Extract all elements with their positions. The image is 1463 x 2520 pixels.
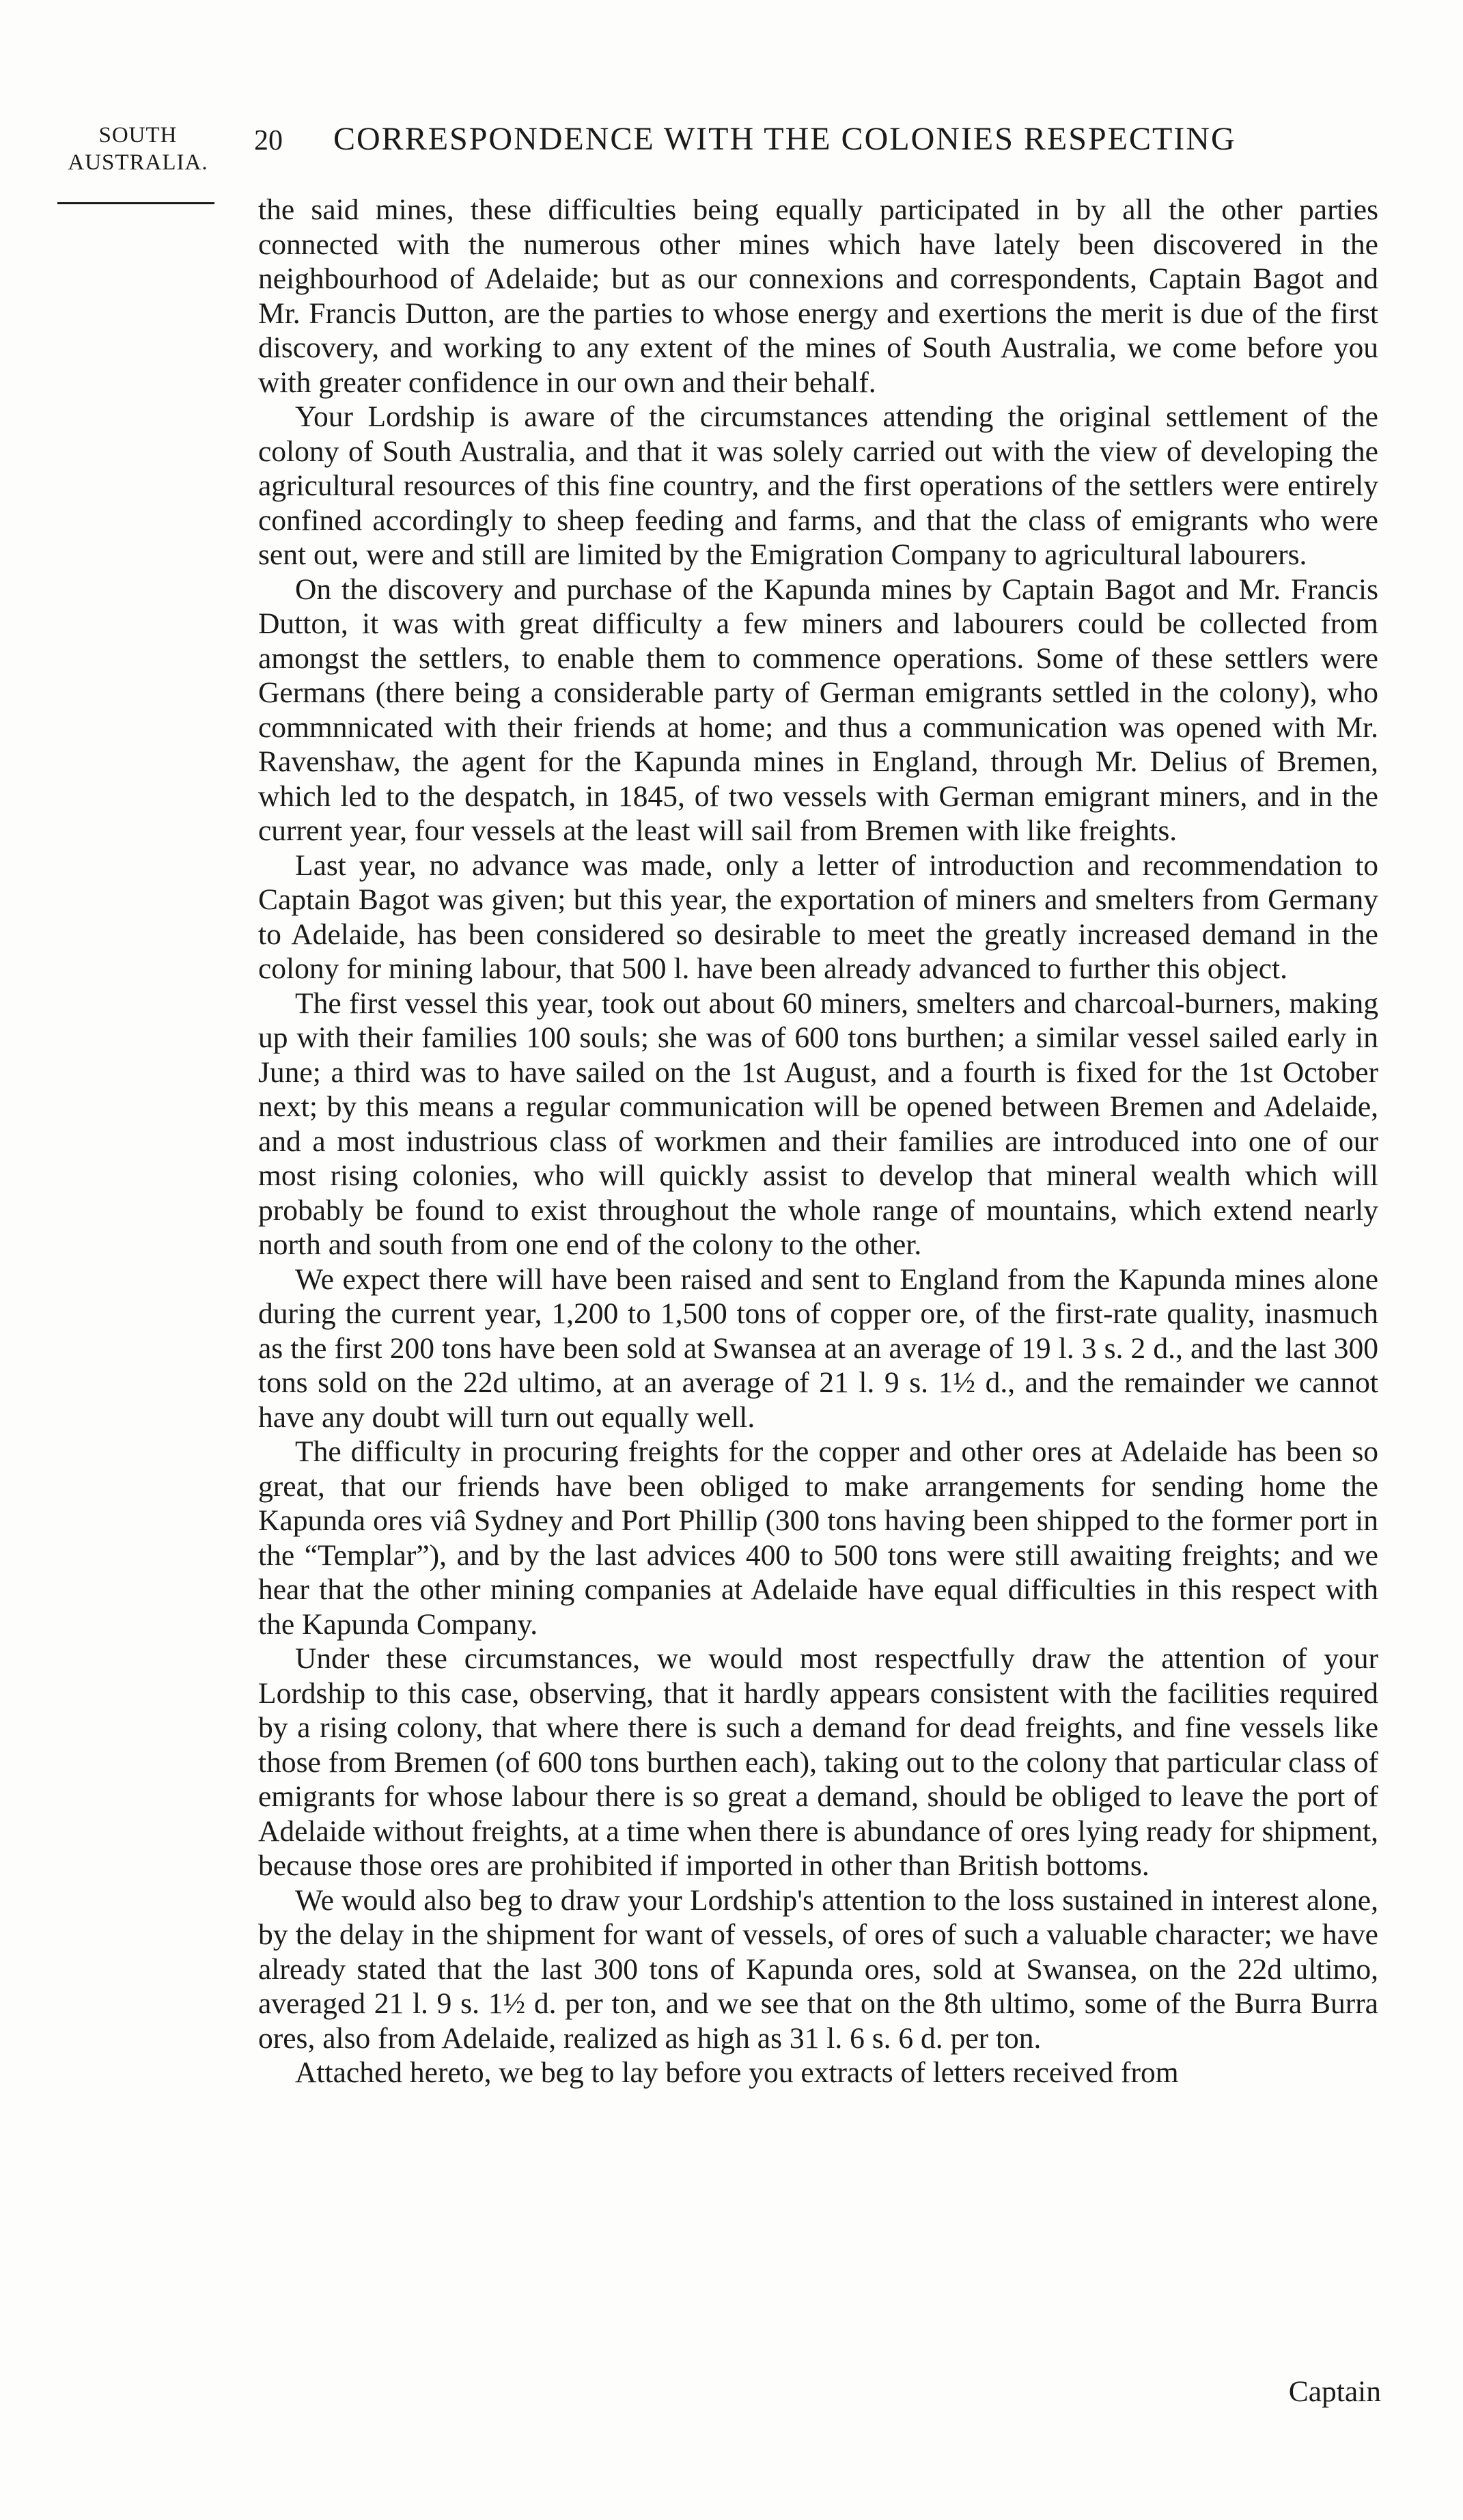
page-number: 20	[254, 125, 283, 156]
paragraph-9: We would also beg to draw your Lordship's attention to the loss sustained in interest alone, by the delay in the shipment for want of vessels, of ores of such a valuable character; we have already stated that the last 300 tons of Kapunda ores, sold at Swansea, on the 22d ultimo, averaged 21 l. 9 s. 1½ d. per ton, and we see that on the 8th ultimo, some of the Burra Burra ores, also from Adelaide, realized as high as 31 l. 6 s. 6 d. per ton.	[258, 1883, 1378, 2055]
paragraph-10: Attached hereto, we beg to lay before you extracts of letters received from	[295, 2056, 1179, 2089]
paragraph-6: We expect there will have been raised and sent to England from the Kapunda mines alone during the current year, 1,200 to 1,500 tons of copper ore, of the first-rate quality, inasmuch as the first 200 tons have been sold at Swansea at an average of 19 l. 3 s. 2 d., and the last 300 tons sold on the 22d ultimo, at an average of 21 l. 9 s. 1½ d., and the remainder we cannot have any doubt will turn out equally well.	[258, 1262, 1378, 1434]
catchword: Captain	[1288, 2375, 1381, 2408]
paragraph-8: Under these circumstances, we would most respectfully draw the attention of your Lordship to this case, observing, that it hardly appears consistent with the facilities required by a rising colony, that where there is such a demand for dead freights, and fine vessels like those from Bremen (of 600 tons burthen each), taking out to the colony that particular class of emigrants for whose labour there is so great a demand, should be obliged to leave the port of Adelaide without freights, at a time when there is abundance of ores lying ready for shipment, because those ores are prohibited if imported in other than British bottoms.	[258, 1642, 1378, 1882]
running-head: CORRESPONDENCE WITH THE COLONIES RESPECTING	[333, 121, 1236, 157]
margin-rule	[57, 202, 214, 204]
paragraph-4: Last year, no advance was made, only a letter of introduction and recommendation to Captain Bagot was given; but this year, the exportation of miners and smelters from Germany to Adelaide, has been considered so desirable to meet the greatly increased demand in the colony for mining labour, that 500 l. have been already advanced to further this object.	[258, 848, 1378, 985]
paragraph-5: The first vessel this year, took out about 60 miners, smelters and charcoal-burners, making up with their families 100 souls; she was of 600 tons burthen; a similar vessel sailed early in June; a third was to have sailed on the 1st August, and a fourth is fixed for the 1st October next; by this means a regular communication will be opened between Bremen and Adelaide, and a most industrious class of workmen and their families are introduced into one of our most rising colonies, who will quickly assist to develop that mineral wealth which will probably be found to exist throughout the whole range of mountains, which extend nearly north and south from one end of the colony to the other.	[258, 986, 1378, 1261]
paragraph-2: Your Lordship is aware of the circumstances attending the original settlement of the colony of South Australia, and that it was solely carried out with the view of developing the agricultural resources of this fine country, and the first operations of the settlers were entirely confined accordingly to sheep feeding and farms, and that the class of emigrants who were sent out, were and still are limited by the Emigration Company to agricultural labourers.	[258, 400, 1378, 571]
paragraph-1: the said mines, these difficulties being equally participated in by all the other parties connected with the numerous other mines which have lately been discovered in the neighbourhood of Adelaide; but as our connexions and correspondents, Captain Bagot and Mr. Francis Dutton, are the parties to whose energy and exertions the merit is due of the first discovery, and working to any extent of the mines of South Australia, we come before you with greater confidence in our own and their behalf.	[258, 193, 1378, 399]
margin-note-line-1: SOUTH	[98, 123, 178, 148]
margin-note-line-2: AUSTRALIA.	[68, 150, 208, 175]
margin-note	[49, 122, 227, 176]
paragraph-3: On the discovery and purchase of the Kapunda mines by Captain Bagot and Mr. Francis Dutton, it was with great difficulty a few miners and labourers could be collected from amongst the settlers, to enable them to commence operations. Some of these settlers were Germans (there being a considerable party of German emigrants settled in the colony), who commnnicated with their friends at home; and thus a communication was opened with Mr. Ravenshaw, the agent for the Kapunda mines in England, through Mr. Delius of Bremen, which led to the despatch, in 1845, of two vessels with German emigrant miners, and in the current year, four vessels at the least will sail from Bremen with like freights.	[258, 572, 1378, 847]
paragraph-7: The difficulty in procuring freights for the copper and other ores at Adelaide has been so great, that our friends have been obliged to make arrangements for sending home the Kapunda ores viâ Sydney and Port Phillip (300 tons having been shipped to the former port in the “Templar”), and by the last advices 400 to 500 tons were still awaiting freights; and we hear that the other mining companies at Adelaide have equal difficulties in this respect with the Kapunda Company.	[258, 1435, 1378, 1641]
body-text	[258, 193, 1378, 2090]
